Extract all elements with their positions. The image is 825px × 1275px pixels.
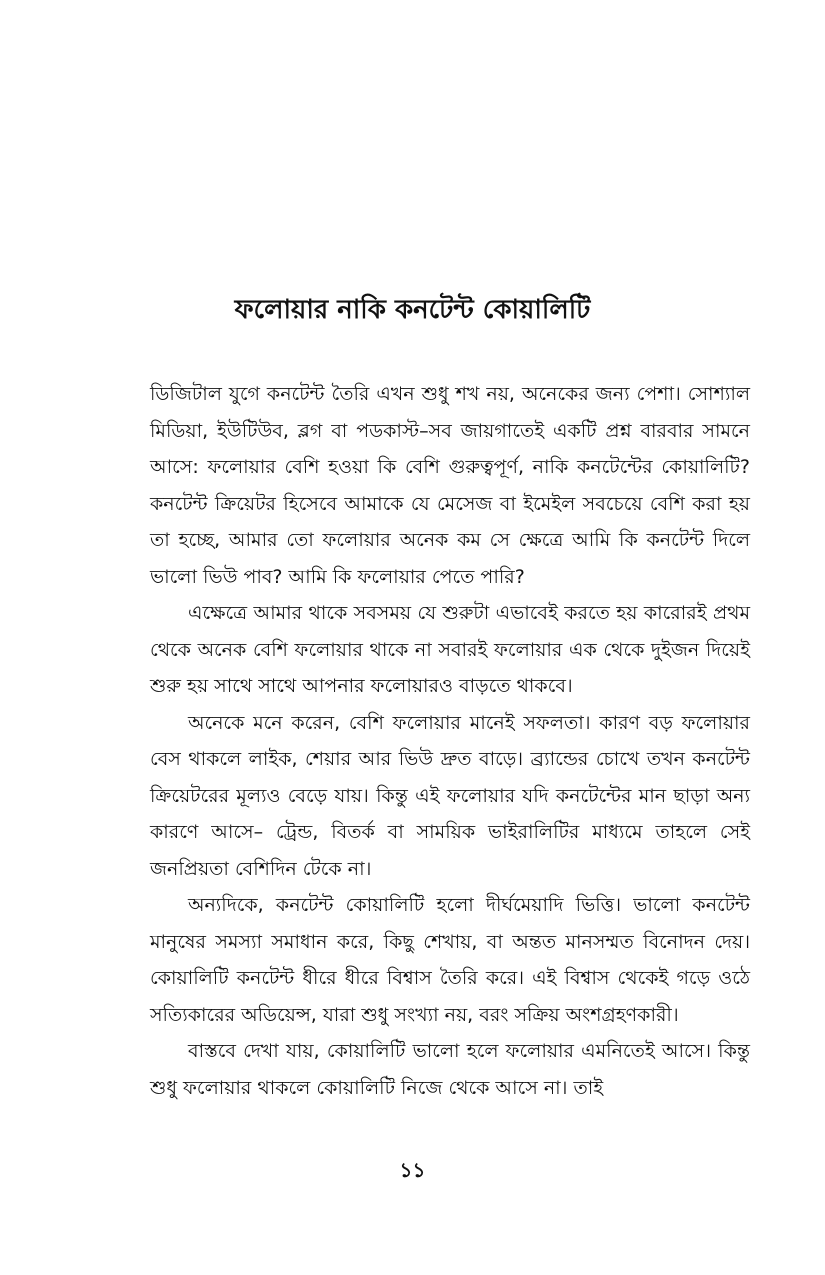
page-number: ১১ bbox=[399, 1158, 426, 1182]
paragraph-beginning-advice: এক্ষেত্রে আমার থাকে সবসময় যে শুরুটা এভাবেই করতে হয় কারোরই প্রথম থেকে অনেক বেশি ফলোয়ার থাকে না সবারই ফলোয়ার এক থেকে দুইজন দিয়েই শুরু হয় সাথে সাথে আপনার ফলোয়ারও বাড়তে থাকবে। bbox=[150, 602, 750, 697]
paragraph-intro: ডিজিটাল যুগে কনটেন্ট তৈরি এখন শুধু শখ নয়, অনেকের জন্য পেশা। সোশ্যাল মিডিয়া, ইউটিউব, ব্লগ বা পডকাস্ট–সব জায়গাতেই একটি প্রশ্ন বারবার সামনে আসে: ফলোয়ার বেশি হওয়া কি বেশি গুরুত্বপূর্ণ, নাকি কনটেন্টের কোয়ালিটি? কনটেন্ট ক্রিয়েটর হিসেবে আমাকে যে মেসেজ বা ইমেইল সবচেয়ে বেশি করা হয় তা হচ্ছে, আমার তো ফলোয়ার অনেক কম সে ক্ষেত্রে আমি কি কনটেন্ট দিলে ভালো ভিউ পাব? আমি কি ফলোয়ার পেতে পারি? bbox=[150, 383, 750, 588]
chapter-title: ফলোয়ার নাকি কনটেন্ট কোয়ালিটি bbox=[234, 295, 591, 325]
paragraph-reality: বাস্তবে দেখা যায়, কোয়ালিটি ভালো হলে ফলোয়ার এমনিতেই আসে। কিন্তু শুধু ফলোয়ার থাকলে কোয়ালিটি নিজে থেকে আসে না। তাই bbox=[150, 1040, 750, 1099]
paragraph-content-quality: অন্যদিকে, কনটেন্ট কোয়ালিটি হলো দীর্ঘমেয়াদি ভিত্তি। ভালো কনটেন্ট মানুষের সমস্যা সমাধান করে, কিছু শেখায়, বা অন্তত মানসম্মত বিনোদন দেয়। কোয়ালিটি কনটেন্ট ধীরে ধীরে বিশ্বাস তৈরি করে। এই বিশ্বাস থেকেই গড়ে ওঠে সত্যিকারের অডিয়েন্স, যারা শুধু সংখ্যা নয়, বরং সক্রিয় অংশগ্রহণকারী। bbox=[150, 894, 750, 1026]
body-text bbox=[150, 376, 750, 1106]
paragraph-follower-success: অনেকে মনে করেন, বেশি ফলোয়ার মানেই সফলতা। কারণ বড় ফলোয়ার বেস থাকলে লাইক, শেয়ার আর ভিউ দ্রুত বাড়ে। ব্র্যান্ডের চোখে তখন কনটেন্ট ক্রিয়েটরের মূল্যও বেড়ে যায়। কিন্তু এই ফলোয়ার যদি কনটেন্টের মান ছাড়া অন্য কারণে আসে– ট্রেন্ড, বিতর্ক বা সাময়িক ভাইরালিটির মাধ্যমে তাহলে সেই জনপ্রিয়তা বেশিদিন টেকে না। bbox=[150, 711, 750, 880]
